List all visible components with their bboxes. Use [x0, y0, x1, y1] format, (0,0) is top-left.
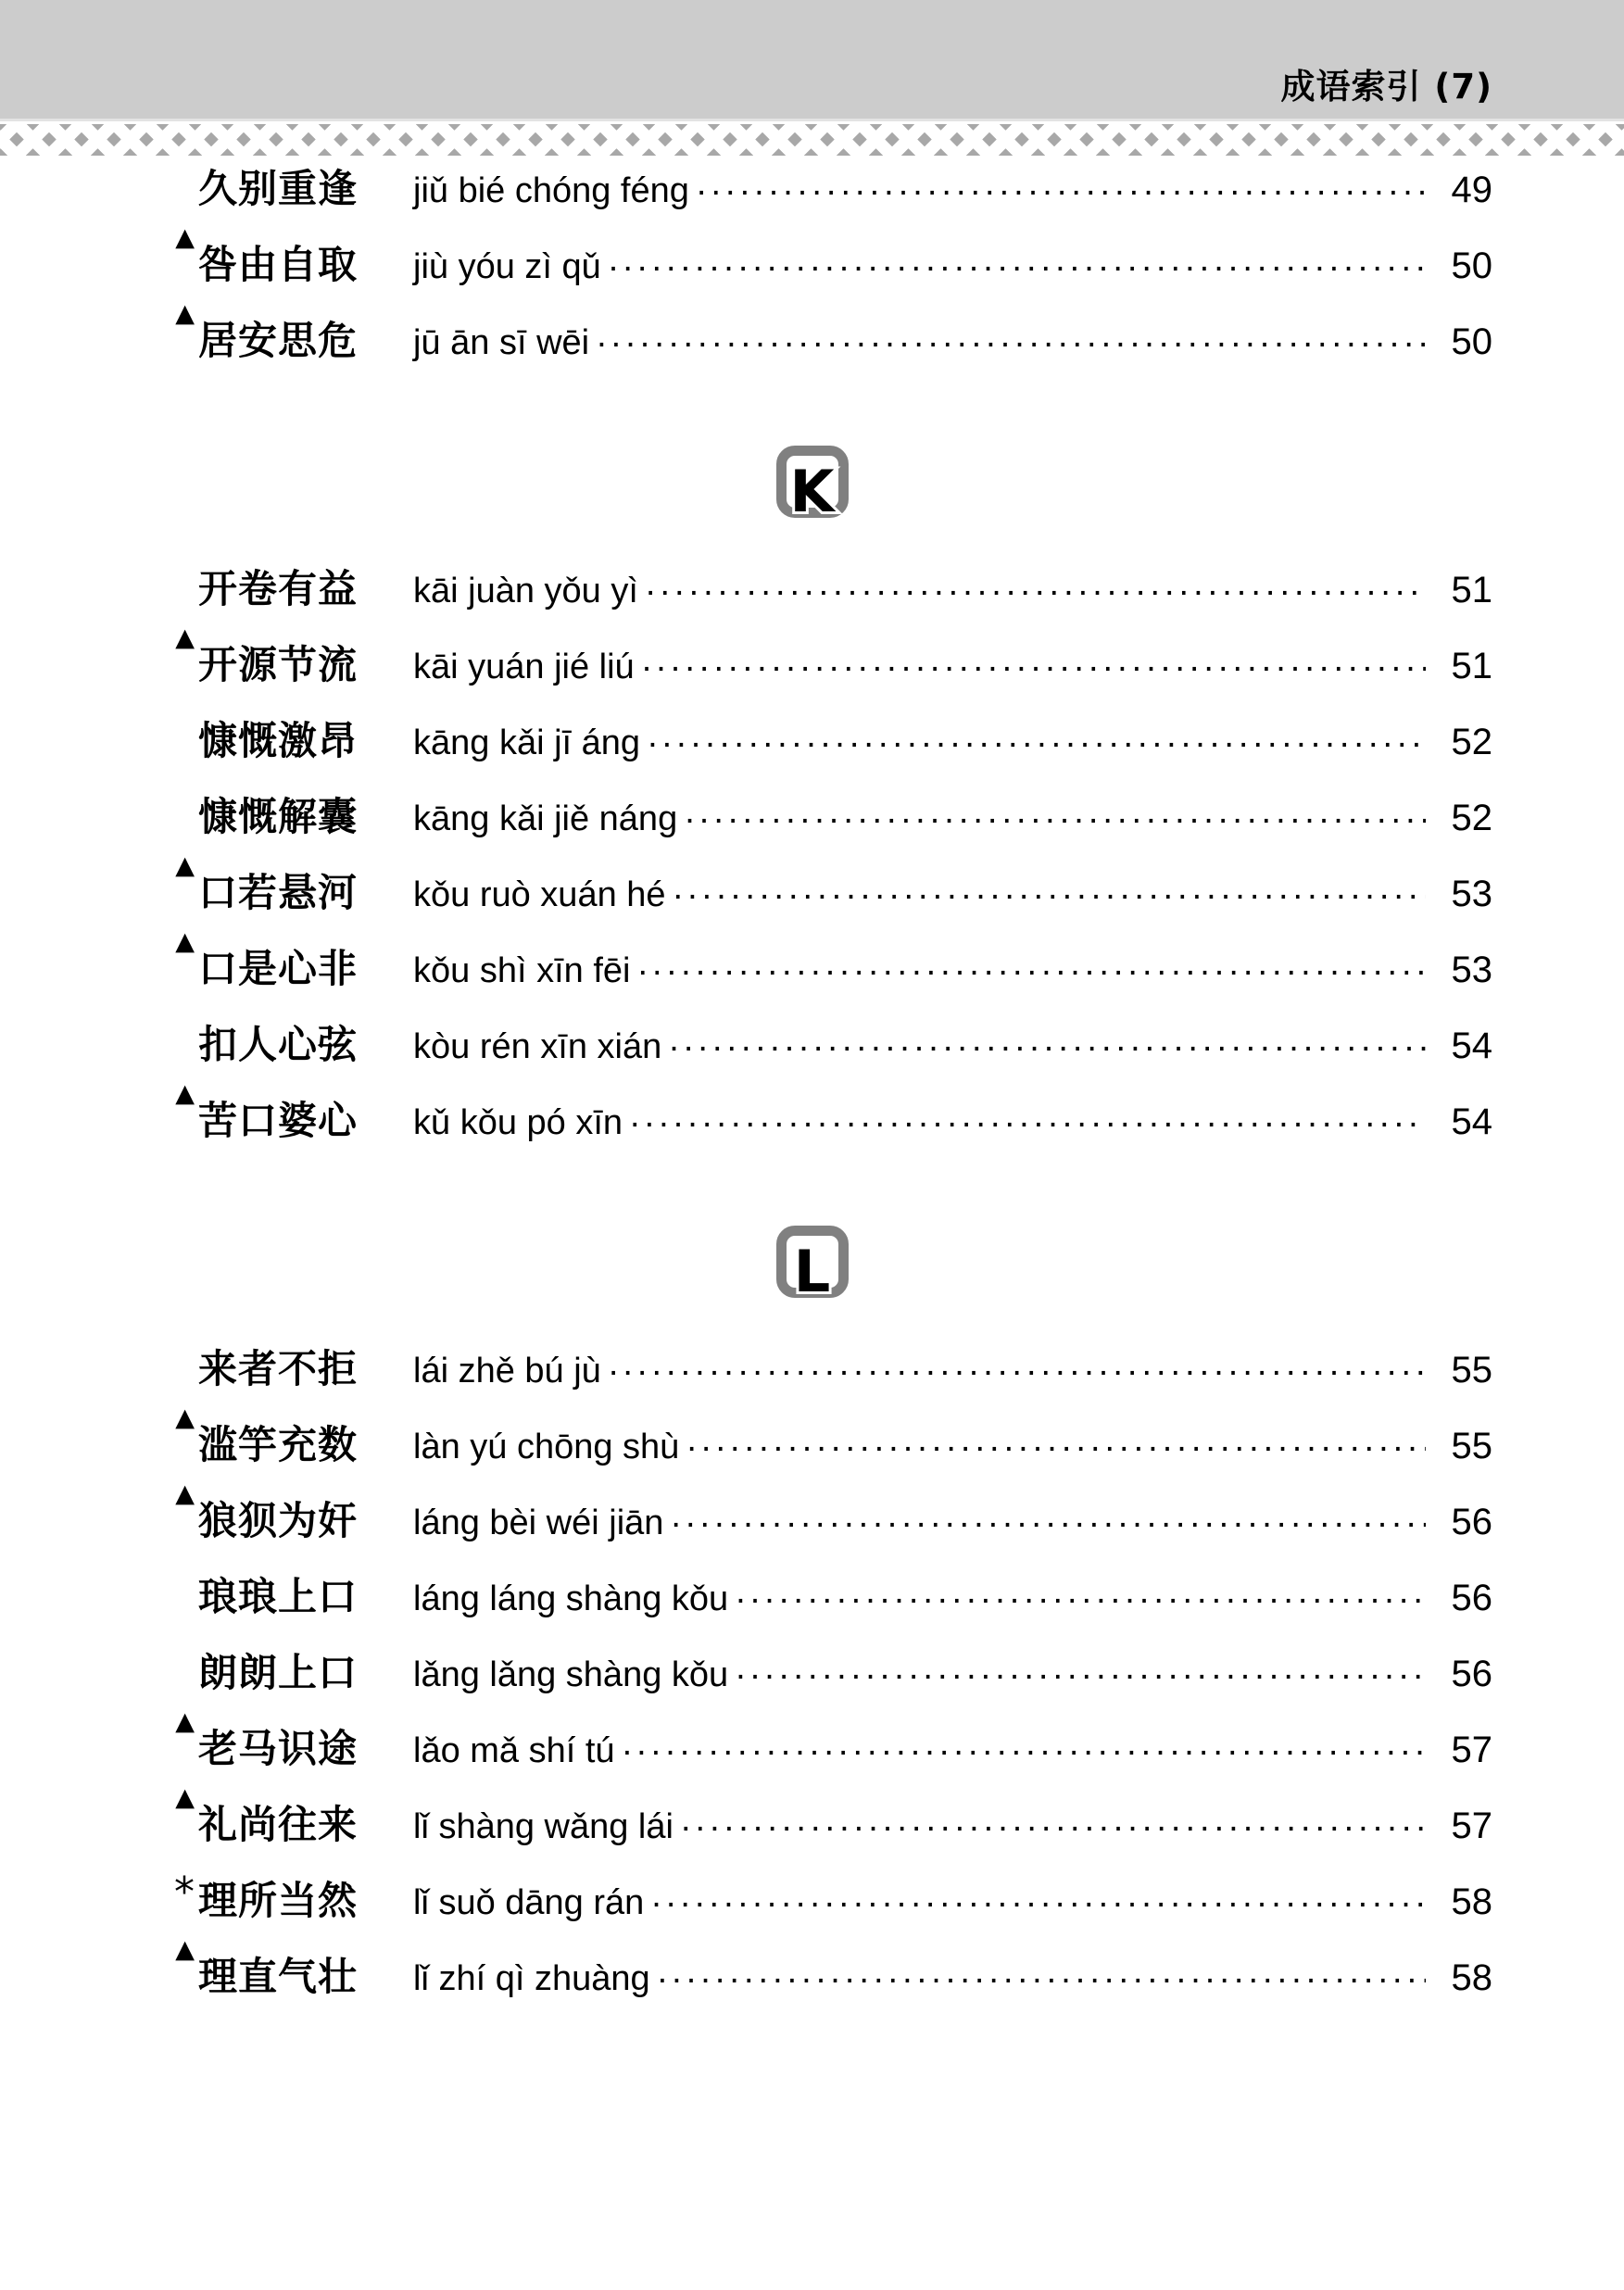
section-letter-badge: K: [776, 446, 849, 518]
ornament-motif: [1119, 123, 1152, 156]
entry-marker-icon: ▲: [175, 1707, 195, 1736]
entry-page-number: 54: [1451, 1101, 1492, 1142]
entry-idiom: 慷慨解囊: [198, 794, 359, 839]
ornament-motif: [438, 123, 471, 156]
entry-page-number: 50: [1451, 245, 1492, 286]
entry-page-number: 58: [1451, 1957, 1492, 1998]
entry-leader-dots: [671, 1519, 1426, 1534]
ornament-motif: [1216, 123, 1249, 156]
index-entry[interactable]: [0, 1339, 1624, 1415]
ornament-motif: [1508, 123, 1541, 156]
entry-idiom: 苦口婆心: [198, 1098, 359, 1143]
index-entry[interactable]: [0, 1014, 1624, 1090]
section-gap: [0, 1166, 1624, 1226]
index-entry[interactable]: [0, 927, 1624, 1014]
entry-marker-icon: ▲: [175, 623, 195, 652]
entry-marker-icon: ▲: [175, 299, 195, 328]
ornament-motif: [1346, 123, 1379, 156]
entry-leader-dots: [685, 815, 1426, 830]
index-entry[interactable]: [0, 1935, 1624, 2022]
index-entry[interactable]: [0, 559, 1624, 635]
index-entry[interactable]: [0, 851, 1624, 938]
ornament-motif: [503, 123, 535, 156]
entry-pinyin: kāi yuán jié liú: [413, 648, 635, 686]
entry-pinyin: lǐ zhí qì zhuàng: [413, 1959, 650, 1998]
ornament-motif: [957, 123, 989, 156]
entry-marker-icon: ▲: [175, 1783, 195, 1812]
ornament-motif: [1184, 123, 1216, 156]
ornament-motif: [1476, 123, 1508, 156]
ornament-motif: [373, 123, 406, 156]
entry-pinyin: kāng kǎi jiě náng: [413, 799, 678, 838]
ornament-motif: [568, 123, 600, 156]
section-gap: [0, 386, 1624, 446]
entry-marker-icon: *: [174, 1868, 195, 1916]
entry-leader-dots: [630, 1119, 1426, 1134]
entry-idiom: 朗朗上口: [198, 1650, 359, 1695]
ornament-motif: [892, 123, 925, 156]
entry-marker-icon: ▲: [175, 1079, 195, 1108]
ornament-motif: [276, 123, 308, 156]
ornament-motif: [0, 123, 17, 156]
ornament-motif: [1605, 123, 1624, 156]
entry-page-number: 56: [1451, 1578, 1492, 1618]
index-entry[interactable]: [0, 223, 1624, 310]
ornament-motif: [49, 123, 82, 156]
entry-leader-dots: [646, 587, 1426, 602]
ornament-top-edge: [0, 121, 1624, 124]
ornament-motif: [1152, 123, 1184, 156]
entry-idiom: 扣人心弦: [198, 1022, 359, 1067]
ornament-motif: [146, 123, 179, 156]
entry-leader-dots: [651, 1899, 1426, 1914]
entry-page-number: 52: [1451, 722, 1492, 762]
entry-pinyin: kāi juàn yǒu yì: [413, 572, 638, 610]
ornament-motif: [211, 123, 244, 156]
entry-pinyin: làn yú chōng shù: [413, 1428, 680, 1466]
entry-leader-dots: [736, 1595, 1426, 1610]
entry-page-number: 51: [1451, 570, 1492, 610]
ornament-motif: [1541, 123, 1573, 156]
entry-pinyin: lǎo mǎ shí tú: [413, 1731, 615, 1770]
ornament-motif: [244, 123, 276, 156]
entry-leader-dots: [658, 1975, 1426, 1990]
ornament-motif: [1054, 123, 1087, 156]
index-entry[interactable]: [0, 1079, 1624, 1166]
ornament-motif: [925, 123, 957, 156]
entry-leader-dots: [669, 1043, 1426, 1058]
ornament-motif: [633, 123, 665, 156]
entry-leader-dots: [681, 1823, 1426, 1838]
decorative-border-strip: [0, 121, 1624, 158]
ornament-motif: [82, 123, 114, 156]
ornament-motif: [114, 123, 146, 156]
entry-marker-icon: ▲: [175, 927, 195, 956]
entry-marker-icon: ▲: [175, 1479, 195, 1508]
index-entry[interactable]: [0, 158, 1624, 234]
ornament-motif: [179, 123, 211, 156]
entry-idiom: 琅琅上口: [198, 1574, 359, 1619]
entry-idiom: 慷慨激昂: [198, 718, 359, 763]
entry-idiom: 老马识途: [198, 1726, 359, 1771]
entry-idiom: 开源节流: [198, 642, 359, 687]
index-entry[interactable]: [0, 786, 1624, 862]
index-entry[interactable]: [0, 1870, 1624, 1946]
ornament-motif: [762, 123, 795, 156]
entry-page-number: 57: [1451, 1730, 1492, 1770]
entry-leader-dots: [637, 967, 1426, 982]
ornament-motif: [1573, 123, 1605, 156]
ornament-motif: [1281, 123, 1314, 156]
ornament-motif: [698, 123, 730, 156]
ornament-motif: [827, 123, 860, 156]
entry-idiom: 理直气壮: [198, 1954, 359, 1999]
entry-page-number: 57: [1451, 1806, 1492, 1846]
ornament-motif: [1411, 123, 1443, 156]
entry-marker-icon: ▲: [175, 1403, 195, 1432]
index-entry[interactable]: [0, 1642, 1624, 1718]
entry-page-number: 53: [1451, 950, 1492, 990]
entry-idiom: 久别重逢: [198, 166, 359, 211]
ornament-motif: [665, 123, 698, 156]
entry-page-number: 50: [1451, 321, 1492, 362]
entry-leader-dots: [648, 739, 1426, 754]
entry-page-number: 56: [1451, 1654, 1492, 1694]
entry-leader-dots: [642, 663, 1426, 678]
index-entry[interactable]: [0, 711, 1624, 786]
entry-idiom: 开卷有益: [198, 566, 359, 611]
index-entry-list: [0, 158, 1624, 2022]
ornament-motif: [795, 123, 827, 156]
ornament-motif: [1087, 123, 1119, 156]
entry-page-number: 51: [1451, 646, 1492, 686]
entry-leader-dots: [609, 263, 1426, 278]
entry-pinyin: kāng kǎi jī áng: [413, 723, 641, 762]
entry-pinyin: kǔ kǒu pó xīn: [413, 1103, 623, 1142]
ornament-motif: [406, 123, 438, 156]
entry-pinyin: jiǔ bié chóng féng: [413, 171, 689, 210]
entry-page-number: 49: [1451, 170, 1492, 210]
entry-pinyin: kǒu shì xīn fēi: [413, 951, 631, 990]
index-entry[interactable]: [0, 1783, 1624, 1870]
entry-page-number: 55: [1451, 1350, 1492, 1390]
entry-leader-dots: [736, 1671, 1426, 1686]
entry-page-number: 55: [1451, 1426, 1492, 1466]
entry-leader-dots: [697, 187, 1426, 202]
entry-pinyin: jiù yóu zì qǔ: [413, 247, 601, 286]
index-entry[interactable]: [0, 623, 1624, 711]
entry-idiom: 礼尚往来: [198, 1802, 359, 1847]
ornament-motif: [600, 123, 633, 156]
entry-idiom: 居安思危: [198, 318, 359, 363]
index-entry[interactable]: [0, 1707, 1624, 1794]
entry-marker-icon: ▲: [175, 223, 195, 252]
section-header-l: [0, 1226, 1624, 1305]
entry-pinyin: láng bèi wéi jiān: [413, 1504, 664, 1542]
ornament-motif: [1379, 123, 1411, 156]
entry-leader-dots: [597, 339, 1426, 354]
entry-leader-dots: [609, 1367, 1426, 1382]
entry-leader-dots: [686, 1443, 1426, 1458]
page-title: 成语索引 (7): [1280, 67, 1492, 107]
index-entry[interactable]: [0, 1567, 1624, 1642]
entry-idiom: 口是心非: [198, 946, 359, 991]
index-entry[interactable]: [0, 1403, 1624, 1491]
entry-pinyin: lǎng lǎng shàng kǒu: [413, 1655, 729, 1694]
entry-idiom: 理所当然: [198, 1878, 359, 1923]
ornament-motif: [860, 123, 892, 156]
index-entry[interactable]: [0, 1479, 1624, 1567]
ornament-motif: [1022, 123, 1054, 156]
ornament-motif: [1443, 123, 1476, 156]
ornament-motif: [471, 123, 503, 156]
entry-marker-icon: ▲: [175, 851, 195, 880]
ornament-motif: [308, 123, 341, 156]
section-header-k: [0, 446, 1624, 525]
ornament-motif: [989, 123, 1022, 156]
ornament-motif: [17, 123, 49, 156]
ornament-motif: [1249, 123, 1281, 156]
page-header: [0, 0, 1624, 121]
entry-idiom: 咎由自取: [198, 242, 359, 287]
entry-pinyin: jū ān sī wēi: [413, 323, 590, 362]
entry-leader-dots: [623, 1747, 1426, 1762]
entry-pinyin: lǐ shàng wǎng lái: [413, 1807, 674, 1846]
section-letter-badge: L: [776, 1226, 849, 1298]
entry-page-number: 54: [1451, 1025, 1492, 1066]
entry-idiom: 狼狈为奸: [198, 1498, 359, 1543]
entry-idiom: 来者不拒: [198, 1346, 359, 1391]
entry-marker-icon: ▲: [175, 1935, 195, 1964]
ornament-motif: [341, 123, 373, 156]
entry-leader-dots: [674, 891, 1426, 906]
ornament-motif: [535, 123, 568, 156]
entry-page-number: 53: [1451, 874, 1492, 914]
index-entry[interactable]: [0, 299, 1624, 386]
entry-pinyin: láng láng shàng kǒu: [413, 1579, 729, 1618]
entry-pinyin: kòu rén xīn xián: [413, 1027, 662, 1066]
entry-pinyin: kǒu ruò xuán hé: [413, 875, 666, 914]
ornament-motif: [730, 123, 762, 156]
ornament-motif: [1314, 123, 1346, 156]
entry-page-number: 58: [1451, 1881, 1492, 1922]
entry-pinyin: lái zhě bú jù: [413, 1352, 601, 1390]
entry-idiom: 口若悬河: [198, 870, 359, 915]
entry-page-number: 52: [1451, 798, 1492, 838]
entry-page-number: 56: [1451, 1502, 1492, 1542]
entry-pinyin: lǐ suǒ dāng rán: [413, 1883, 645, 1922]
entry-idiom: 滥竽充数: [198, 1422, 359, 1467]
